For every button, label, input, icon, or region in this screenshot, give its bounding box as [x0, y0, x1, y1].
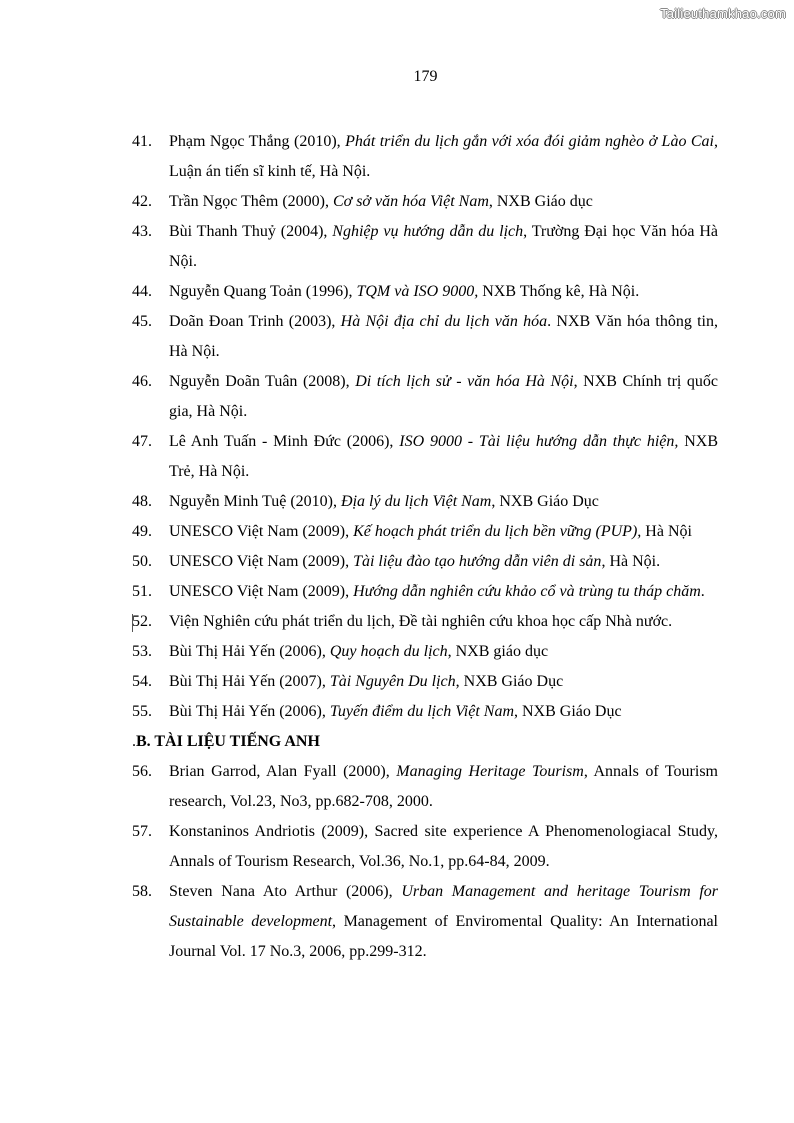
reference-publisher: , Hà Nội.	[601, 553, 661, 570]
reference-item	[0, 757, 794, 817]
reference-publisher: , NXB Giáo dục	[488, 193, 593, 210]
reference-text	[169, 187, 718, 217]
reference-number: 56.	[132, 763, 152, 780]
reference-authors: Nguyễn Quang Toản (1996),	[169, 283, 357, 300]
reference-authors: Viện Nghiên cứu phát triển du lịch, Đề tài nghiên cứu khoa học cấp Nhà nước.	[169, 613, 673, 630]
section-heading-label: B. TÀI LIỆU TIẾNG ANH	[136, 733, 320, 750]
reference-text	[169, 667, 718, 697]
reference-title: TQM và ISO 9000,	[356, 283, 479, 300]
reference-text	[169, 517, 718, 547]
reference-item	[0, 607, 794, 637]
reference-publisher: , Management of Enviromental Quality: An International Journal Vol. 17 No.3, 2006, pp.299-312.	[169, 913, 718, 960]
reference-title: Tài Nguyên Du lịch	[329, 673, 456, 690]
reference-text	[169, 577, 718, 607]
reference-authors: Bùi Thanh Thuỷ (2004),	[169, 223, 333, 240]
english-references	[0, 757, 794, 967]
reference-number: 52.	[132, 613, 152, 630]
reference-text	[169, 217, 718, 277]
reference-number: 46.	[132, 373, 152, 390]
reference-item	[0, 877, 794, 967]
reference-number: 51.	[132, 583, 152, 600]
reference-publisher: , NXB Chính trị quốc gia, Hà Nội.	[169, 373, 718, 420]
reference-item	[0, 697, 794, 727]
reference-authors: Phạm Ngọc Thắng (2010),	[169, 133, 346, 150]
page-number: 179	[413, 68, 438, 85]
reference-item	[0, 577, 794, 607]
reference-item	[0, 637, 794, 667]
reference-text	[169, 367, 718, 427]
reference-item	[0, 277, 794, 307]
reference-item	[0, 127, 794, 187]
reference-publisher: , Annals of Tourism research, Vol.23, No3, pp.682-708, 2000.	[169, 763, 719, 810]
reference-title: Cơ sở văn hóa Việt Nam	[332, 193, 489, 210]
reference-authors: Konstaninos Andriotis (2009), Sacred site experience A Phenomenologiacal Study, Annals of Tourism Research, Vol.36, No.1, pp.64-84, 2009.	[169, 823, 718, 870]
reference-publisher: NXB Thống kê, Hà Nội.	[478, 283, 640, 300]
reference-authors: Lê Anh Tuấn - Minh Đức (2006),	[169, 433, 400, 450]
reference-item	[0, 817, 794, 877]
reference-item	[0, 367, 794, 427]
reference-title: Urban Management and heritage Tourism for Sustainable development	[169, 883, 718, 930]
reference-item	[0, 217, 794, 277]
reference-text	[169, 607, 718, 637]
reference-title: Hà Nội địa chỉ du lịch văn hóa	[340, 313, 548, 330]
reference-number: 55.	[132, 703, 152, 720]
vietnamese-references	[0, 127, 794, 727]
reference-publisher: , NXB Giáo Dục	[455, 673, 564, 690]
reference-text	[169, 877, 718, 967]
reference-authors: Nguyễn Minh Tuệ (2010),	[169, 493, 342, 510]
reference-authors: Bùi Thị Hải Yến (2006),	[169, 703, 330, 720]
reference-authors: Bùi Thị Hải Yến (2007),	[169, 673, 330, 690]
reference-text	[169, 697, 718, 727]
section-heading-prefix: .	[132, 733, 136, 750]
reference-number: 42.	[132, 193, 152, 210]
reference-publisher: . NXB Văn hóa thông tin, Hà Nội.	[169, 313, 718, 360]
section-heading	[0, 727, 794, 757]
reference-authors: Steven Nana Ato Arthur (2006),	[169, 883, 402, 900]
reference-publisher: , Luận án tiến sĩ kinh tế, Hà Nội.	[169, 133, 718, 180]
reference-title: Phát triển du lịch gắn với xóa đói giảm nghèo ở Lào Cai	[345, 133, 714, 150]
reference-title: ISO 9000 - Tài liệu hướng dẫn thực hiện,	[399, 433, 679, 450]
reference-authors: UNESCO Việt Nam (2009),	[169, 583, 354, 600]
reference-text	[169, 817, 718, 877]
reference-list	[0, 127, 794, 967]
reference-title: Managing Heritage Tourism	[396, 763, 584, 780]
reference-number: 47.	[132, 433, 152, 450]
reference-number: 45.	[132, 313, 152, 330]
reference-number: 53.	[132, 643, 152, 660]
reference-text	[169, 127, 718, 187]
reference-authors: Doãn Đoan Trinh (2003),	[169, 313, 341, 330]
reference-number: 57.	[132, 823, 152, 840]
reference-text	[169, 277, 718, 307]
reference-number: 50.	[132, 553, 152, 570]
reference-text	[169, 427, 718, 487]
reference-publisher: , NXB Giáo Dục	[491, 493, 599, 510]
reference-text	[169, 307, 718, 367]
reference-text	[169, 547, 718, 577]
reference-number: 58.	[132, 883, 152, 900]
reference-title: Quy hoạch du lịch	[329, 643, 448, 660]
reference-item	[0, 517, 794, 547]
reference-text	[169, 637, 718, 667]
reference-number: 48.	[132, 493, 152, 510]
reference-authors: Trần Ngọc Thêm (2000),	[169, 193, 333, 210]
reference-title: Di tích lịch sử - văn hóa Hà Nội	[355, 373, 574, 390]
reference-publisher: .	[700, 583, 705, 600]
reference-publisher: NXB Trẻ, Hà Nội.	[169, 433, 718, 480]
reference-item	[0, 187, 794, 217]
reference-text	[169, 487, 718, 517]
reference-title: Tài liệu đào tạo hướng dẫn viên di sản	[353, 553, 602, 570]
reference-item	[0, 487, 794, 517]
reference-publisher: , Trường Đại học Văn hóa Hà Nội.	[169, 223, 719, 270]
reference-authors: UNESCO Việt Nam (2009),	[169, 523, 354, 540]
reference-publisher: , NXB Giáo Dục	[514, 703, 622, 720]
reference-title: Địa lý du lịch Việt Nam	[341, 493, 492, 510]
reference-item	[0, 307, 794, 367]
reference-number: 44.	[132, 283, 152, 300]
reference-title: Hướng dẫn nghiên cứu khảo cổ và trùng tu tháp chăm	[353, 583, 701, 600]
reference-text	[169, 757, 718, 817]
reference-item	[0, 427, 794, 487]
reference-authors: Brian Garrod, Alan Fyall (2000),	[169, 763, 397, 780]
reference-item	[0, 547, 794, 577]
reference-title: Kế hoạch phát triển du lịch bền vững (PUP),	[353, 523, 642, 540]
reference-number: 43.	[132, 223, 152, 240]
reference-item	[0, 667, 794, 697]
reference-title: Nghiệp vụ hướng dẫn du lịch	[332, 223, 524, 240]
reference-number: 54.	[132, 673, 152, 690]
reference-number: 49.	[132, 523, 152, 540]
reference-authors: UNESCO Việt Nam (2009),	[169, 553, 354, 570]
watermark: Tailieuthamkhao.com	[660, 6, 786, 21]
reference-authors: Nguyễn Doãn Tuân (2008),	[169, 373, 356, 390]
reference-number: 41.	[132, 133, 152, 150]
reference-authors: Bùi Thị Hải Yến (2006),	[169, 643, 330, 660]
reference-title: Tuyến điểm du lịch Việt Nam	[329, 703, 514, 720]
reference-publisher: Hà Nội	[641, 523, 692, 540]
reference-publisher: , NXB giáo dục	[447, 643, 549, 660]
